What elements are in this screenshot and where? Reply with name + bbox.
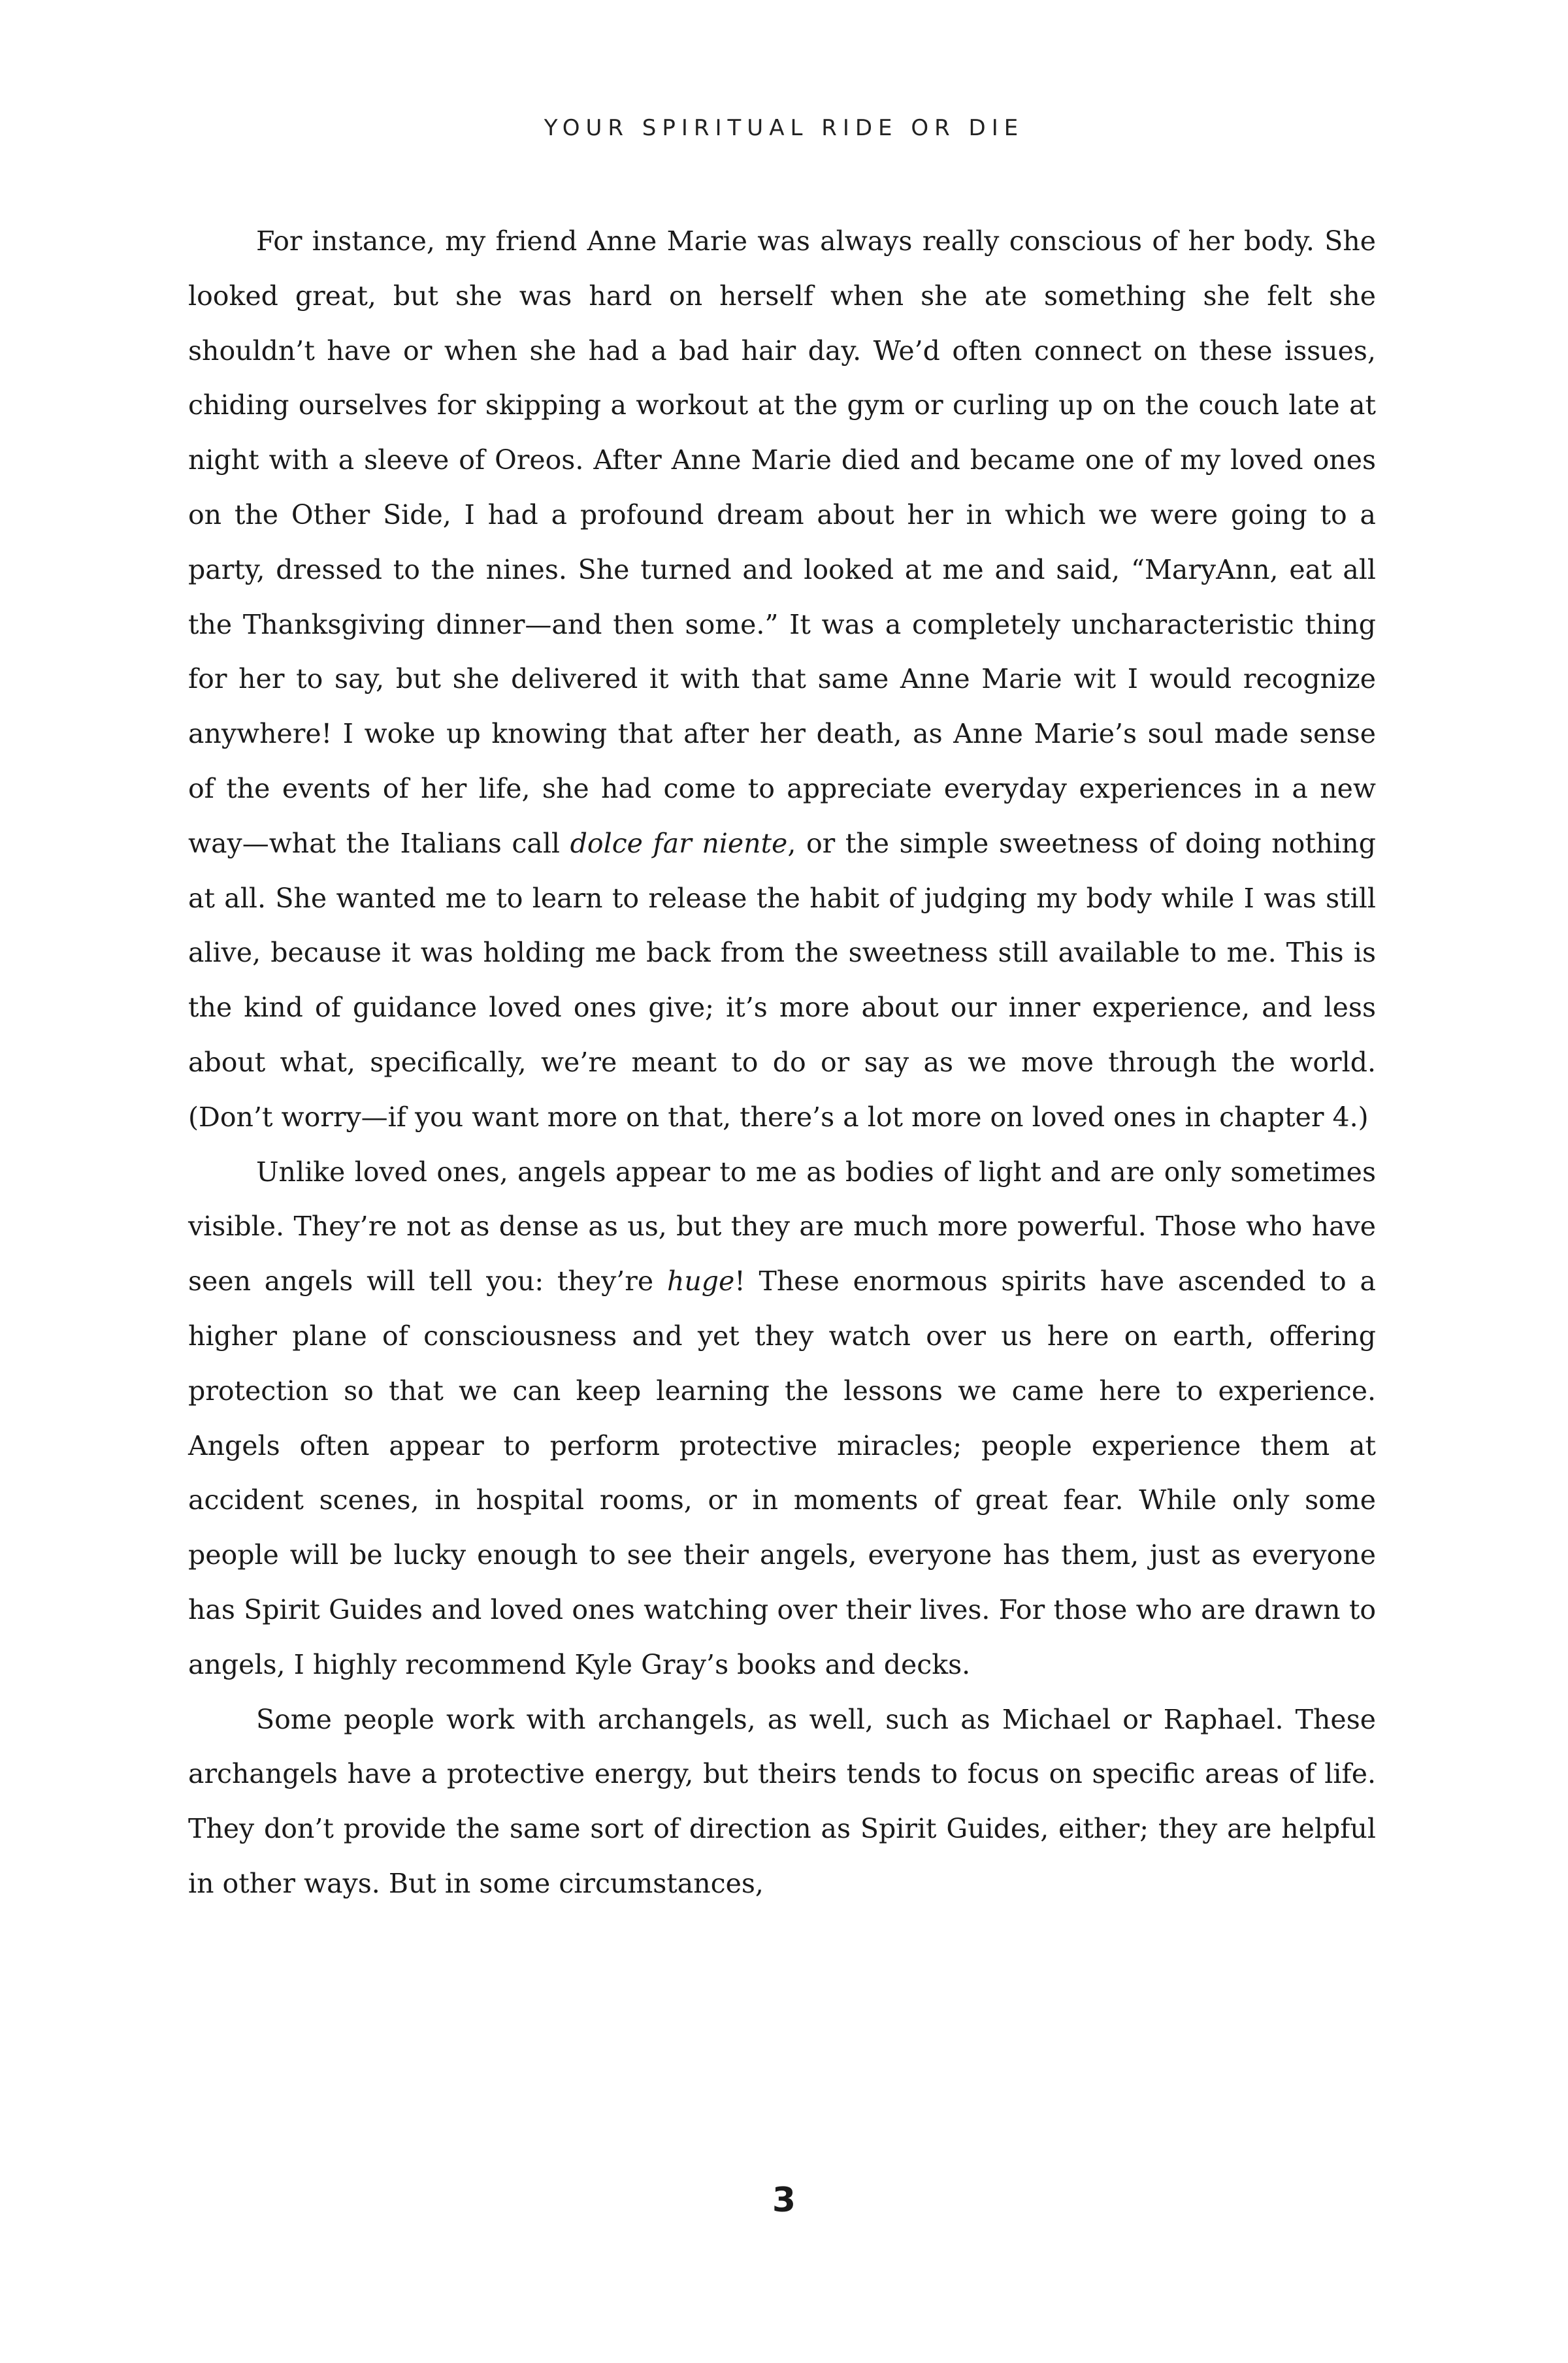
paragraph-1-italic-phrase: dolce far niente (570, 827, 788, 859)
paragraph-3 (188, 1693, 1376, 1912)
body-text (188, 214, 1376, 1912)
paragraph-2-text-a: Unlike loved ones, angels appear to me as bodies of light and are only sometimes visible. They’re not as dense as us, but they are much more powerful. Those who have seen angels will tell you: they’re (188, 1156, 1376, 1297)
paragraph-2-italic-word: huge (666, 1265, 735, 1297)
paragraph-1-text-b: , or the simple sweetness of doing nothing at all. She wanted me to learn to release the habit of judging my body while I was still alive, because it was holding me back from the sweetness still available to me. This is the kind of guidance loved ones give; it’s more about our inner experience, and less about what, specifically, we’re meant to do or say as we move through the world. (Don’t worry—if you want more on that, there’s a lot more on loved ones in chapter 4.) (188, 827, 1376, 1133)
paragraph-2 (188, 1145, 1376, 1693)
page-number: 3 (772, 2181, 796, 2220)
paragraph-2-text-b: ! These enormous spirits have ascended to a higher plane of consciousness and yet they watch over us here on earth, offering protection so that we can keep learning the lessons we came here to experience. Angels often appear to perform protective miracles; people experience them at accident scenes, in hospital rooms, or in moments of great fear. While only some people will be lucky enough to see their angels, everyone has them, just as everyone has Spirit Guides and loved ones watching over their lives. For those who are drawn to angels, I highly recommend Kyle Gray’s books and decks. (188, 1265, 1376, 1680)
running-head: YOUR SPIRITUAL RIDE OR DIE (544, 115, 1024, 141)
paragraph-3-text: Some people work with archangels, as well, such as Michael or Raphael. These archangels have a protective energy, but theirs tends to focus on specific areas of life. They don’t provide the same sort of direction as Spirit Guides, either; they are helpful in other ways. But in some circumstances, (188, 1703, 1376, 1899)
paragraph-1 (188, 214, 1376, 1145)
paragraph-1-text-a: For instance, my friend Anne Marie was always really conscious of her body. She looked great, but she was hard on herself when she ate something she felt she shouldn’t have or when she had a bad hair day. We’d often connect on these issues, chiding ourselves for skipping a workout at the gym or curling up on the couch late at night with a sleeve of Oreos. After Anne Marie died and became one of my loved ones on the Other Side, I had a profound dream about her in which we were going to a party, dressed to the nines. She turned and looked at me and said, “MaryAnn, eat all the Thanksgiving dinner—and then some.” It was a completely uncharacteristic thing for her to say, but she delivered it with that same Anne Marie wit I would recognize anywhere! I woke up knowing that after her death, as Anne Marie’s soul made sense of the events of her life, she had come to appreciate everyday experiences in a new way—what the Italians call (188, 225, 1376, 859)
